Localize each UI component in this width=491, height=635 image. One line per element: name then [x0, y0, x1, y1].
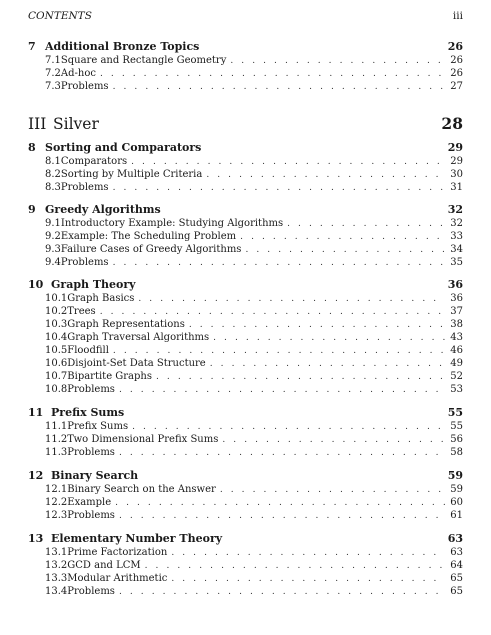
section-page: 43 — [450, 332, 463, 343]
dot-leader — [113, 81, 445, 94]
dot-leader — [113, 182, 445, 195]
section-page: 55 — [450, 421, 463, 432]
section-title: Ad-hoc — [60, 68, 96, 79]
toc-section-10-6[interactable] — [28, 357, 463, 370]
section-page: 29 — [450, 156, 463, 167]
chapter-page: 55 — [447, 406, 463, 419]
dot-leader — [113, 257, 445, 270]
section-number: 7.2 — [45, 68, 61, 79]
section-page: 46 — [450, 345, 463, 356]
chapter-page: 36 — [447, 278, 463, 291]
part-number: III — [28, 115, 47, 133]
section-title: Binary Search on the Answer — [67, 484, 216, 495]
section-title: Problems — [67, 447, 115, 458]
section-number: 10.5 — [45, 345, 68, 356]
section-title: Graph Traversal Algorithms — [67, 332, 210, 343]
toc-section-11-3[interactable] — [28, 446, 463, 459]
section-page: 35 — [450, 257, 463, 268]
section-page: 26 — [450, 55, 463, 66]
toc-section-12-1[interactable] — [28, 483, 463, 496]
section-page: 37 — [450, 306, 463, 317]
toc-section-7-1[interactable] — [28, 54, 463, 67]
section-number: 10.3 — [45, 319, 68, 330]
toc-section-13-2[interactable] — [28, 559, 463, 572]
toc-chapter-13[interactable] — [28, 532, 463, 546]
toc-chapter-12[interactable] — [28, 469, 463, 483]
section-number: 9.2 — [45, 231, 61, 242]
toc-section-9-2[interactable] — [28, 230, 463, 243]
section-page: 36 — [450, 293, 463, 304]
section-title: Problems — [60, 81, 109, 92]
chapter-page: 26 — [447, 40, 463, 53]
section-title: Comparators — [60, 156, 128, 167]
toc-section-11-2[interactable] — [28, 433, 463, 446]
toc-part-3[interactable] — [28, 114, 463, 134]
toc-chapter-10[interactable] — [28, 278, 463, 292]
section-number: 12.2 — [45, 497, 68, 508]
section-number: 13.2 — [45, 560, 68, 571]
section-title: Problems — [60, 182, 109, 193]
chapter-number: 7 — [28, 40, 36, 53]
section-title: Sorting by Multiple Criteria — [60, 169, 203, 180]
section-title: Prime Factorization — [67, 547, 168, 558]
part-title: Silver — [53, 115, 99, 133]
section-number: 13.1 — [45, 547, 68, 558]
section-title: Example: The Scheduling Problem — [60, 231, 237, 242]
section-title: Problems — [60, 257, 109, 268]
section-page: 61 — [450, 510, 463, 521]
section-number: 13.3 — [45, 573, 68, 584]
toc-section-8-1[interactable] — [28, 155, 463, 168]
section-number: 11.3 — [45, 447, 68, 458]
section-number: 7.3 — [45, 81, 61, 92]
section-title: Bipartite Graphs — [67, 371, 152, 382]
section-title: Square and Rectangle Geometry — [60, 55, 227, 66]
section-title: Introductory Example: Studying Algorithms — [60, 218, 284, 229]
header-title: CONTENTS — [28, 10, 92, 22]
section-title: Disjoint-Set Data Structure — [67, 358, 206, 369]
chapter-title: Greedy Algorithms — [45, 203, 161, 216]
section-title: Prefix Sums — [67, 421, 129, 432]
chapter-number: 8 — [28, 141, 36, 154]
section-page: 33 — [450, 231, 463, 242]
chapter-title: Prefix Sums — [51, 406, 125, 419]
section-title: Graph Basics — [67, 293, 135, 304]
section-number: 9.4 — [45, 257, 61, 268]
toc-section-12-2[interactable] — [28, 496, 463, 509]
section-title: Trees — [67, 306, 96, 317]
part-page: 28 — [441, 114, 463, 133]
section-page: 32 — [450, 218, 463, 229]
section-number: 13.4 — [45, 586, 68, 597]
section-page: 65 — [450, 586, 463, 597]
running-header — [28, 9, 463, 23]
dot-leader — [119, 384, 445, 397]
toc-section-9-3[interactable] — [28, 243, 463, 256]
toc-chapter-11[interactable] — [28, 406, 463, 420]
chapter-title: Additional Bronze Topics — [45, 40, 200, 53]
section-title: Problems — [67, 510, 115, 521]
section-number: 7.1 — [45, 55, 61, 66]
section-number: 10.7 — [45, 371, 68, 382]
section-number: 8.1 — [45, 156, 61, 167]
toc-section-7-3[interactable] — [28, 80, 463, 93]
chapter-number: 12 — [28, 469, 44, 482]
section-page: 59 — [450, 484, 463, 495]
section-title: Problems — [67, 586, 115, 597]
chapter-title: Graph Theory — [51, 278, 136, 291]
toc-section-10-8[interactable] — [28, 383, 463, 396]
section-number: 12.3 — [45, 510, 68, 521]
section-page: 64 — [450, 560, 463, 571]
section-number: 10.6 — [45, 358, 68, 369]
chapter-title: Elementary Number Theory — [51, 532, 223, 545]
section-page: 58 — [450, 447, 463, 458]
toc-section-10-1[interactable] — [28, 292, 463, 305]
header-page-number: iii — [452, 10, 463, 22]
toc-section-8-3[interactable] — [28, 181, 463, 194]
section-number: 11.1 — [45, 421, 68, 432]
toc-section-10-7[interactable] — [28, 370, 463, 383]
toc-section-10-5[interactable] — [28, 344, 463, 357]
section-title: GCD and LCM — [67, 560, 141, 571]
dot-leader — [119, 447, 445, 460]
section-title: Example — [67, 497, 112, 508]
chapter-page: 32 — [447, 203, 463, 216]
toc-section-9-1[interactable] — [28, 217, 463, 230]
section-page: 52 — [450, 371, 463, 382]
section-number: 10.8 — [45, 384, 68, 395]
section-number: 8.2 — [45, 169, 61, 180]
toc-section-10-2[interactable] — [28, 305, 463, 318]
chapter-page: 63 — [447, 532, 463, 545]
toc-section-7-2[interactable] — [28, 67, 463, 80]
toc-section-13-4[interactable] — [28, 585, 463, 598]
section-number: 11.2 — [45, 434, 68, 445]
section-page: 63 — [450, 547, 463, 558]
toc-section-13-3[interactable] — [28, 572, 463, 585]
toc-chapter-8[interactable] — [28, 141, 463, 155]
chapter-number: 9 — [28, 203, 36, 216]
section-title: Two Dimensional Prefix Sums — [67, 434, 219, 445]
section-title: Failure Cases of Greedy Algorithms — [60, 244, 242, 255]
section-page: 27 — [450, 81, 463, 92]
toc-section-9-4[interactable] — [28, 256, 463, 269]
section-number: 12.1 — [45, 484, 68, 495]
section-number: 9.1 — [45, 218, 61, 229]
chapter-page: 29 — [447, 141, 463, 154]
section-title: Problems — [67, 384, 115, 395]
toc-section-12-3[interactable] — [28, 509, 463, 522]
toc-chapter-9[interactable] — [28, 203, 463, 217]
section-title: Graph Representations — [67, 319, 185, 330]
section-number: 10.4 — [45, 332, 68, 343]
section-page: 49 — [450, 358, 463, 369]
dot-leader — [119, 510, 445, 523]
toc-section-10-3[interactable] — [28, 318, 463, 331]
section-number: 8.3 — [45, 182, 61, 193]
section-number: 10.2 — [45, 306, 68, 317]
toc-section-11-1[interactable] — [28, 420, 463, 433]
toc-section-8-2[interactable] — [28, 168, 463, 181]
section-page: 31 — [450, 182, 463, 193]
toc-section-13-1[interactable] — [28, 546, 463, 559]
chapter-number: 10 — [28, 278, 44, 291]
section-page: 56 — [450, 434, 463, 445]
section-page: 65 — [450, 573, 463, 584]
section-number: 9.3 — [45, 244, 61, 255]
chapter-title: Sorting and Comparators — [45, 141, 202, 154]
section-page: 60 — [450, 497, 463, 508]
section-page: 38 — [450, 319, 463, 330]
section-page: 53 — [450, 384, 463, 395]
chapter-title: Binary Search — [51, 469, 139, 482]
section-title: Floodfill — [67, 345, 109, 356]
section-page: 30 — [450, 169, 463, 180]
section-title: Modular Arithmetic — [67, 573, 168, 584]
toc-section-10-4[interactable] — [28, 331, 463, 344]
dot-leader — [119, 586, 445, 599]
chapter-number: 13 — [28, 532, 44, 545]
section-page: 34 — [450, 244, 463, 255]
chapter-page: 59 — [447, 469, 463, 482]
toc-chapter-7[interactable] — [28, 40, 463, 54]
section-page: 26 — [450, 68, 463, 79]
chapter-number: 11 — [28, 406, 44, 419]
section-number: 10.1 — [45, 293, 68, 304]
